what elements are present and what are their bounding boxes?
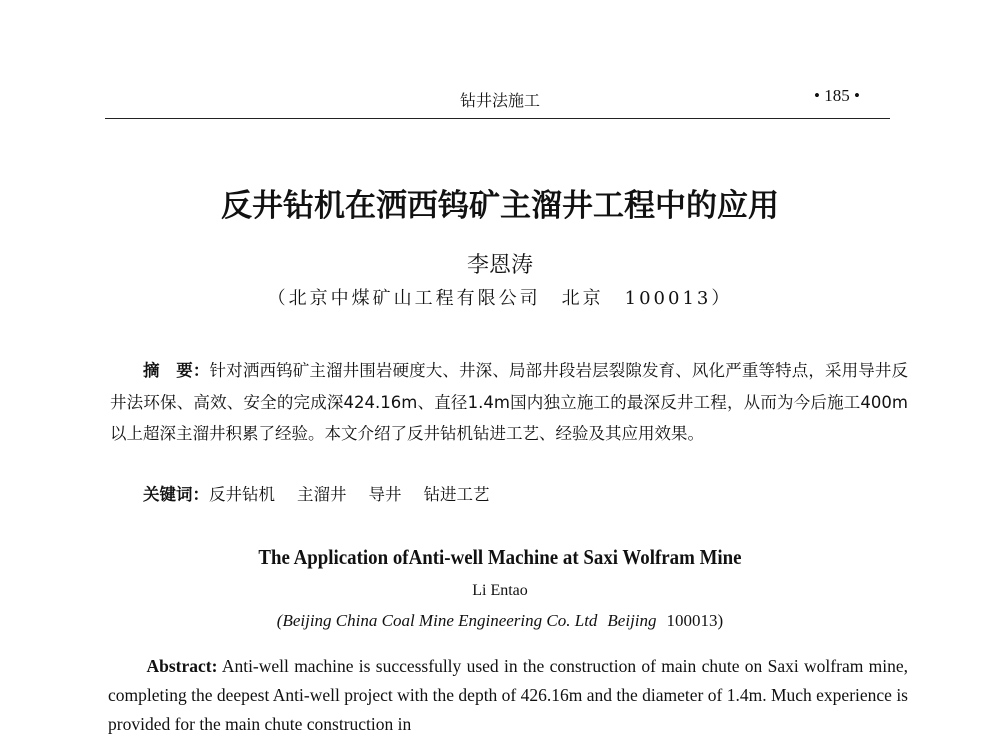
affiliation-city: Beijing [607, 611, 657, 630]
keyword: 反井钻机 [209, 485, 275, 504]
affiliation: （北京中煤矿山工程有限公司 北京 100013） [267, 288, 733, 309]
abstract-label: 摘 要： [143, 361, 210, 380]
affiliation-postcode: 100013) [666, 611, 724, 630]
abstract-en-text: Anti-well machine is successfully used in the construction of main chute on Saxi wolfram mine, completing the deepest Anti-well project with the depth of 426.16m and the diameter of 1.4m. Much experience is provided for the main chute construction in [108, 656, 909, 734]
keywords [143, 481, 512, 505]
paper-title: 反井钻机在洒西钨矿主溜井工程中的应用 [221, 188, 779, 224]
english-affiliation [0, 611, 1000, 631]
abstract-en-label: Abstract: [146, 656, 218, 676]
author: 李恩涛 [466, 253, 533, 278]
abstract-chinese [110, 355, 908, 450]
keyword: 导井 [368, 485, 402, 504]
english-title: The Application ofAnti-well Machine at Saxi Wolfram Mine [258, 545, 742, 569]
page-number: • 185 • [814, 86, 860, 105]
header-rule [105, 118, 890, 119]
running-header-section: 钻井法施工 [459, 91, 540, 110]
abstract-english [108, 652, 908, 739]
affiliation-name: (Beijing China Coal Mine Engineering Co. Ltd [276, 611, 598, 630]
abstract-text: 针对洒西钨矿主溜井围岩硬度大、井深、局部井段岩层裂隙发育、风化严重等特点，采用导井反井法环保、高效、安全的完成深424.16m、直径1.4m国内独立施工的最深反井工程，从而为今后施工400m以上超深主溜井积累了经验。本文介绍了反井钻机钻进工艺、经验及其应用效果。 [110, 361, 909, 443]
keyword: 钻进工艺 [423, 485, 490, 504]
english-author: Li Entao [472, 582, 528, 599]
keyword: 主溜井 [297, 485, 347, 504]
keywords-label: 关键词： [143, 485, 209, 504]
